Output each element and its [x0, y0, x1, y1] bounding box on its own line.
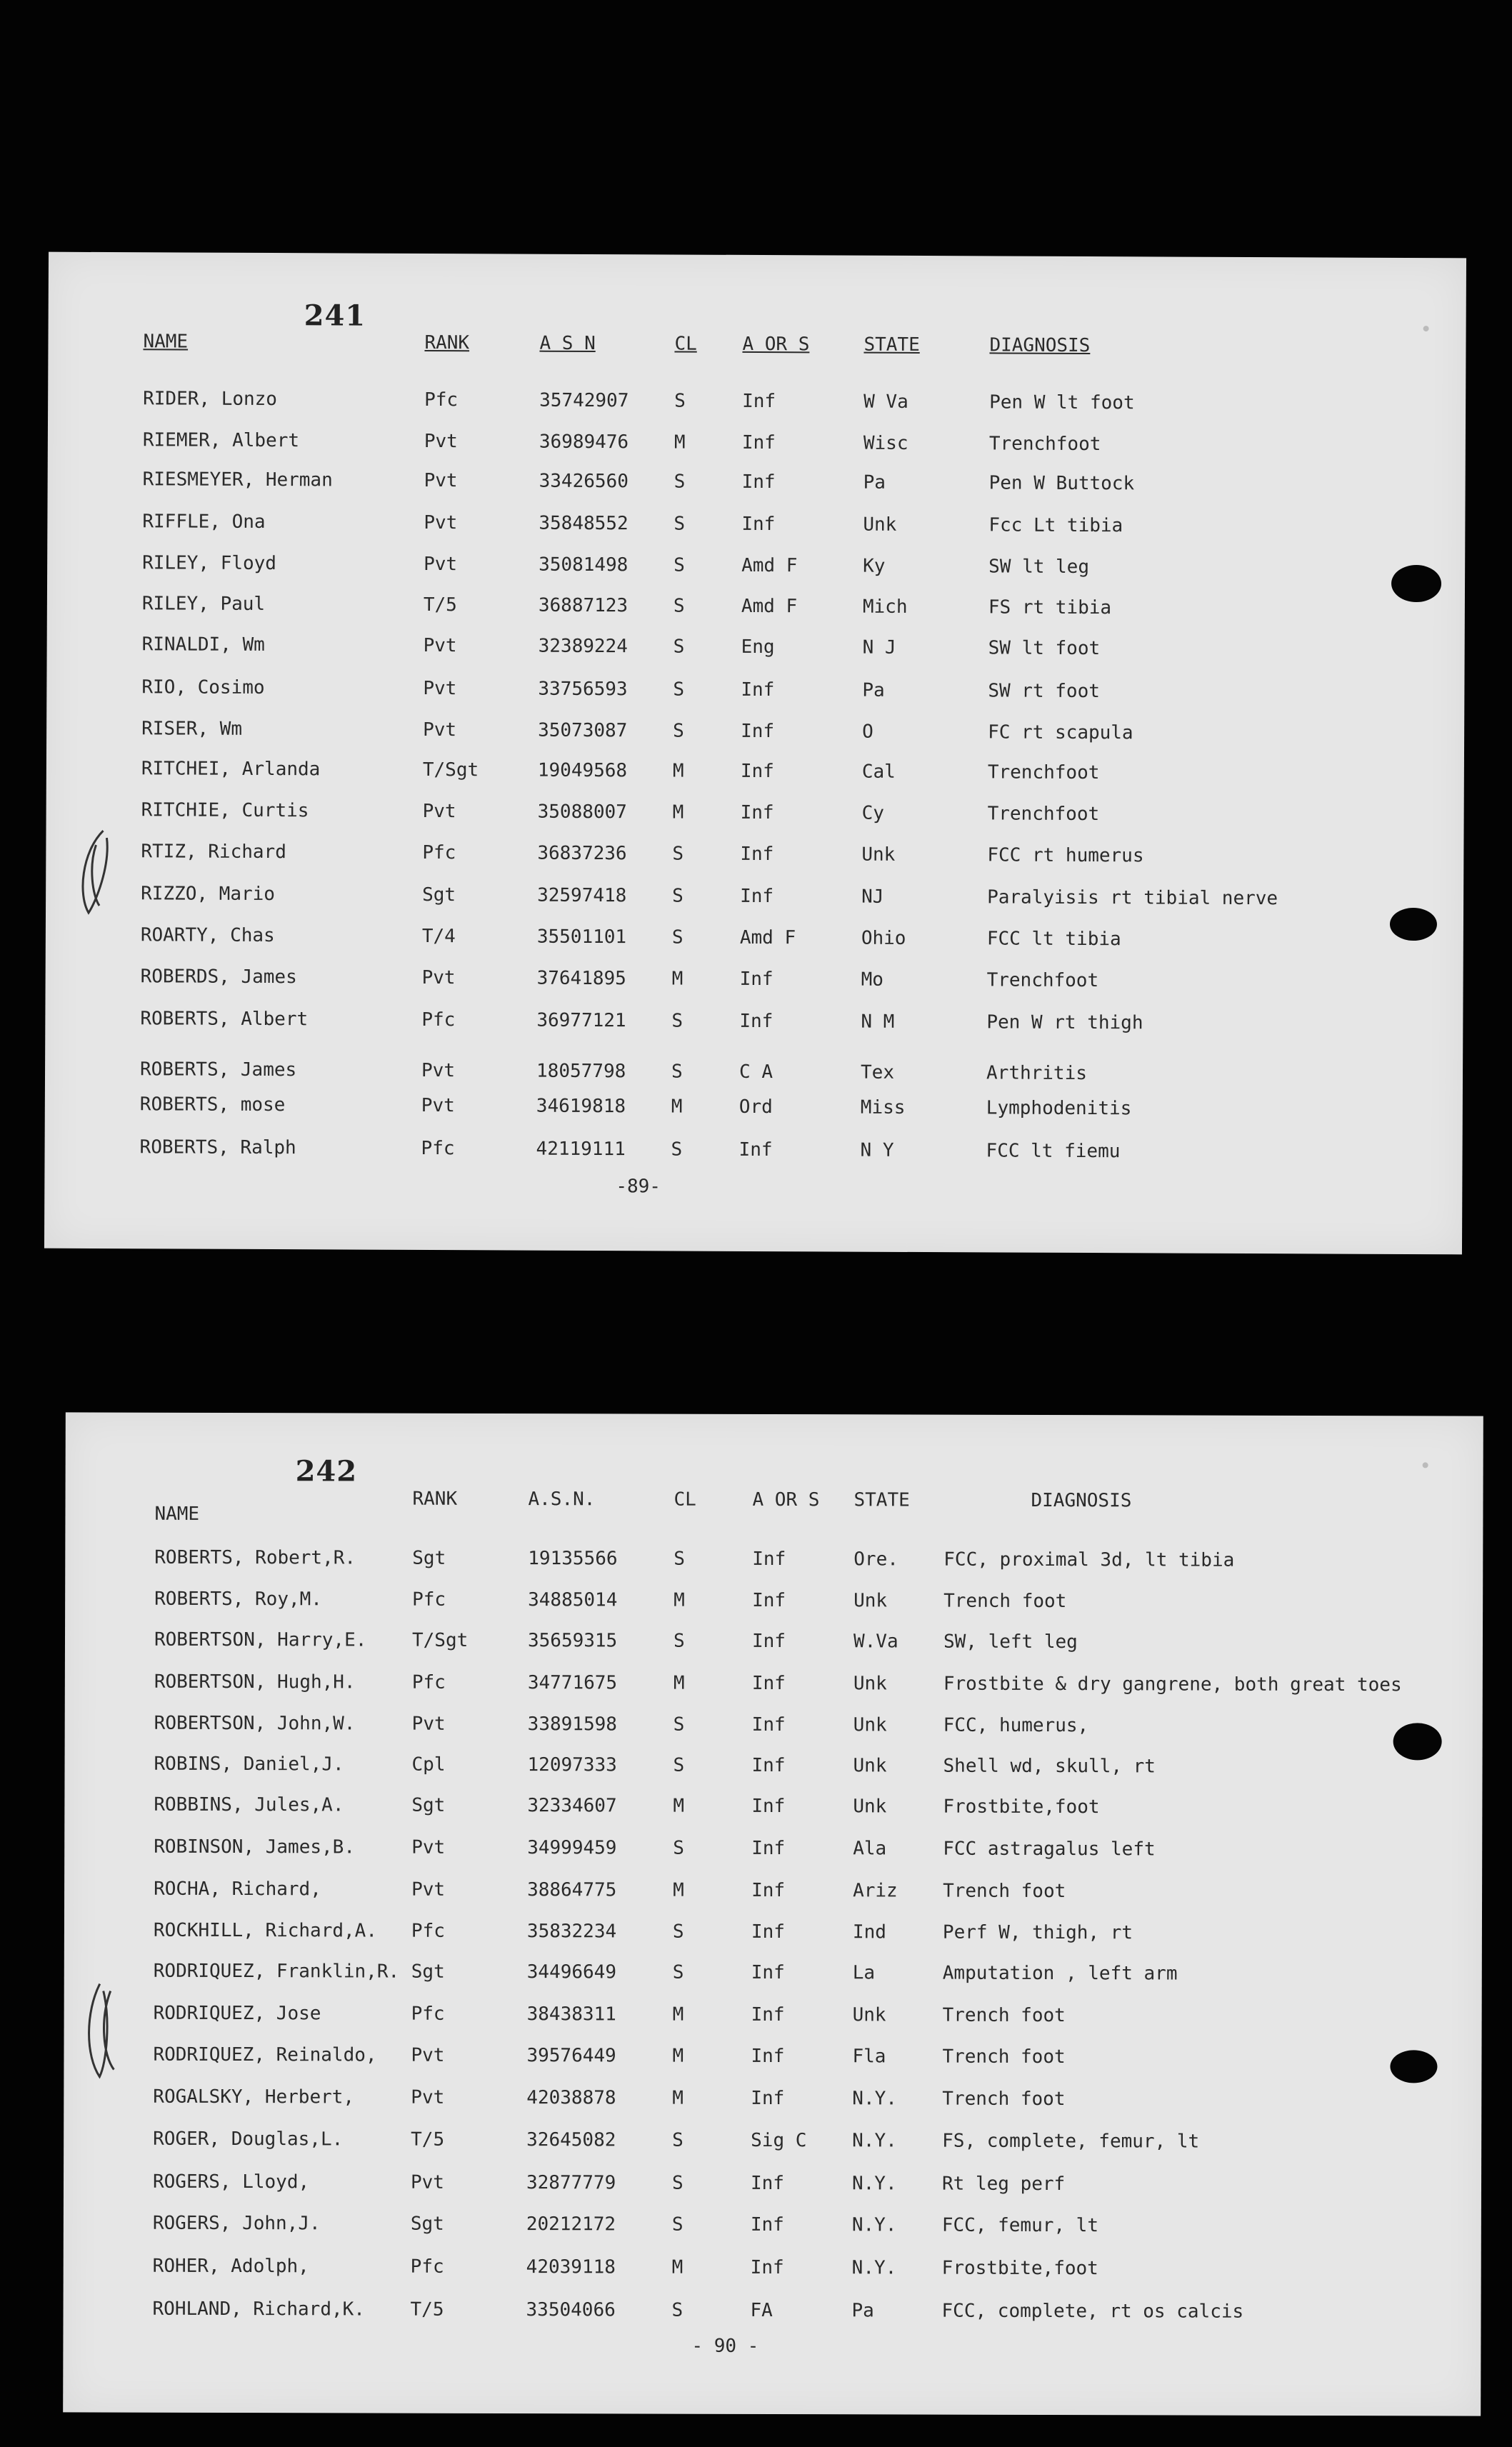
- cell-state: Unk: [852, 2004, 886, 2026]
- cell-cl: M: [672, 2003, 684, 2026]
- cell-diagnosis: Lymphodenitis: [986, 1097, 1132, 1120]
- cell-rank: T/5: [411, 2128, 445, 2151]
- cell-diagnosis: Arthritis: [986, 1062, 1088, 1085]
- cell-aors: FA: [750, 2299, 773, 2322]
- record-card-242: [63, 1412, 1483, 2416]
- cell-diagnosis: Trenchfoot: [986, 969, 1099, 992]
- cell-aors: C A: [739, 1061, 773, 1084]
- cell-cl: S: [673, 1713, 685, 1736]
- cell-diagnosis: Trenchfoot: [988, 433, 1101, 456]
- cell-aors: Inf: [751, 2003, 785, 2026]
- cell-diagnosis: FCC, proximal 3d, lt tibia: [943, 1548, 1235, 1571]
- header-rank: RANK: [424, 331, 470, 354]
- cell-cl: S: [672, 885, 684, 907]
- speck: [1423, 1462, 1428, 1468]
- cell-asn: 36977121: [536, 1009, 626, 1032]
- cell-name: RILEY, Paul: [141, 593, 266, 616]
- cell-state: Wisc: [863, 432, 908, 454]
- cell-diagnosis: FCC, humerus,: [943, 1714, 1089, 1737]
- cell-aors: Inf: [751, 1630, 786, 1653]
- cell-rank: Pfc: [411, 1920, 445, 1942]
- cell-name: RIEMER, Albert: [142, 429, 300, 452]
- cell-state: Ala: [853, 1838, 887, 1860]
- cell-diagnosis: Trench foot: [943, 1590, 1067, 1613]
- cell-name: ROBERTS, James: [139, 1059, 297, 1081]
- cell-cl: M: [672, 2087, 684, 2109]
- cell-rank: Pvt: [421, 966, 456, 989]
- cell-rank: T/5: [423, 594, 457, 616]
- cell-asn: 35088007: [537, 801, 627, 824]
- cell-aors: Inf: [741, 431, 776, 454]
- cell-diagnosis: SW lt leg: [988, 556, 1090, 579]
- cell-cl: M: [673, 1672, 685, 1694]
- cell-diagnosis: Pen W lt foot: [989, 391, 1135, 414]
- cell-state: Unk: [853, 1590, 888, 1612]
- cell-rank: Pvt: [424, 469, 458, 492]
- cell-rank: Pfc: [411, 2003, 445, 2025]
- cell-name: RISER, Wm: [141, 718, 243, 740]
- cell-cl: S: [674, 1548, 685, 1570]
- cell-name: ROGERS, John,J.: [152, 2212, 321, 2235]
- cell-aors: Inf: [739, 1139, 773, 1161]
- cell-asn: 19135566: [528, 1548, 618, 1570]
- cell-rank: Pvt: [422, 800, 456, 823]
- header-rank: RANK: [412, 1488, 458, 1510]
- card-number: 242: [295, 1454, 358, 1488]
- cell-state: N.Y.: [852, 2088, 897, 2110]
- cell-diagnosis: Fcc Lt tibia: [988, 514, 1123, 537]
- cell-state: N Y: [860, 1139, 894, 1161]
- cell-cl: S: [673, 595, 685, 617]
- cell-asn: 38438311: [526, 2003, 616, 2026]
- page-number: - 90 -: [691, 2335, 759, 2357]
- cell-aors: Inf: [751, 1795, 786, 1818]
- header-a-or-s: A OR S: [742, 333, 810, 356]
- cell-cl: S: [672, 1961, 684, 1983]
- cell-aors: Inf: [751, 1672, 786, 1695]
- cell-cl: S: [673, 720, 684, 742]
- cell-asn: 35848552: [539, 512, 629, 535]
- cell-name: ROBERDS, James: [140, 966, 297, 989]
- cell-state: O: [862, 721, 873, 743]
- cell-rank: Cpl: [411, 1753, 446, 1776]
- cell-state: N.Y.: [852, 2130, 897, 2152]
- cell-diagnosis: FCC astragalus left: [943, 1838, 1156, 1861]
- cell-state: Miss: [860, 1096, 906, 1119]
- cell-cl: S: [673, 679, 685, 701]
- cell-cl: S: [672, 1921, 684, 1943]
- cell-state: Cy: [861, 802, 885, 824]
- cell-asn: 36837236: [537, 842, 627, 865]
- cell-state: N.Y.: [851, 2214, 897, 2236]
- cell-name: ROGERS, Lloyd,: [152, 2171, 310, 2193]
- cell-rank: Pfc: [424, 389, 459, 411]
- cell-name: RODRIQUEZ, Reinaldo,: [153, 2043, 377, 2066]
- cell-aors: Sig C: [751, 2129, 807, 2152]
- cell-state: Unk: [853, 1714, 887, 1736]
- cell-asn: 36989476: [539, 431, 629, 454]
- cell-rank: Pfc: [410, 2256, 444, 2278]
- cell-aors: Inf: [751, 1921, 785, 1943]
- cell-diagnosis: Rt leg perf: [941, 2173, 1066, 2196]
- cell-cl: S: [671, 1061, 683, 1083]
- cell-rank: Pvt: [411, 1836, 446, 1858]
- cell-cl: M: [672, 801, 684, 824]
- card-number: 241: [304, 299, 366, 333]
- header-asn: A S N: [539, 332, 596, 355]
- cell-cl: S: [673, 636, 685, 658]
- cell-state: Ky: [863, 555, 886, 577]
- cell-state: N.Y.: [851, 2173, 897, 2195]
- cell-asn: 33891598: [527, 1713, 617, 1736]
- cell-state: Fla: [852, 2046, 886, 2068]
- cell-state: Ind: [852, 1921, 886, 1943]
- cell-aors: Inf: [751, 2087, 785, 2110]
- cell-asn: 42119111: [536, 1138, 626, 1161]
- header-name: NAME: [154, 1503, 200, 1525]
- cell-cl: S: [674, 390, 686, 412]
- cell-aors: Inf: [752, 1589, 786, 1612]
- cell-name: RIESMEYER, Herman: [142, 469, 333, 491]
- cell-state: Ariz: [853, 1880, 898, 1902]
- cell-diagnosis: Frostbite & dry gangrene, both great toes: [943, 1673, 1402, 1696]
- cell-aors: Inf: [741, 513, 776, 536]
- cell-state: Unk: [853, 1796, 887, 1818]
- cell-asn: 34619818: [536, 1095, 626, 1118]
- pencil-mark: [78, 1976, 128, 2083]
- cell-aors: Inf: [740, 801, 774, 824]
- cell-state: W.Va: [853, 1631, 898, 1653]
- cell-name: ROBERTS, Albert: [140, 1008, 309, 1031]
- cell-name: ROBERTSON, Hugh,H.: [154, 1671, 356, 1693]
- cell-cl: M: [671, 968, 684, 990]
- cell-diagnosis: FCC lt fiemu: [986, 1140, 1121, 1163]
- cell-rank: Pfc: [421, 1009, 456, 1031]
- cell-asn: 35081498: [539, 554, 629, 576]
- cell-cl: S: [674, 471, 686, 493]
- punch-hole-top: [1391, 565, 1441, 602]
- cell-rank: T/Sgt: [411, 1629, 469, 1651]
- cell-diagnosis: Frostbite,foot: [943, 1796, 1100, 1818]
- cell-aors: Inf: [750, 2256, 784, 2279]
- cell-cl: S: [671, 1010, 684, 1032]
- cell-diagnosis: FC rt scapula: [988, 721, 1133, 744]
- cell-cl: S: [672, 843, 684, 865]
- cell-asn: 33504066: [526, 2299, 616, 2321]
- cell-rank: Pvt: [423, 719, 457, 741]
- cell-asn: 35501101: [536, 926, 627, 949]
- cell-rank: Pfc: [412, 1588, 446, 1611]
- cell-diagnosis: FCC lt tibia: [986, 928, 1121, 951]
- cell-aors: Inf: [751, 1713, 786, 1736]
- cell-asn: 20212172: [526, 2213, 616, 2236]
- cell-diagnosis: Paralyisis rt tibial nerve: [987, 886, 1278, 910]
- cell-state: Unk: [863, 514, 897, 536]
- cell-asn: 19049568: [537, 759, 628, 782]
- cell-rank: Pvt: [424, 430, 458, 453]
- cell-diagnosis: Perf W, thigh, rt: [942, 1921, 1133, 1944]
- cell-rank: Pvt: [411, 1878, 446, 1901]
- cell-diagnosis: Shell wd, skull, rt: [943, 1755, 1156, 1778]
- cell-aors: Inf: [739, 968, 773, 991]
- cell-aors: Ord: [739, 1096, 773, 1119]
- header-state: STATE: [853, 1489, 910, 1511]
- cell-name: ROHLAND, Richard,K.: [152, 2298, 366, 2321]
- cell-aors: Eng: [741, 636, 775, 659]
- cell-name: ROCKHILL, Richard,A.: [153, 1919, 378, 1942]
- cell-rank: Pvt: [411, 2044, 445, 2066]
- cell-name: ROBERTS, Ralph: [139, 1136, 296, 1159]
- cell-asn: 32389224: [538, 635, 628, 658]
- cell-state: Unk: [861, 844, 896, 866]
- cell-rank: T/Sgt: [422, 759, 479, 781]
- cell-name: RITCHIE, Curtis: [141, 799, 309, 822]
- cell-asn: 33426560: [539, 470, 629, 493]
- cell-state: N J: [862, 636, 896, 659]
- page-number: -89-: [616, 1176, 661, 1198]
- cell-name: ROCHA, Richard,: [154, 1878, 321, 1901]
- cell-asn: 38864775: [527, 1879, 617, 1901]
- header-cl: CL: [674, 1488, 696, 1511]
- cell-aors: Inf: [751, 1837, 786, 1860]
- cell-state: NJ: [861, 886, 884, 908]
- cell-aors: Amd F: [739, 926, 796, 949]
- header-cl: CL: [674, 333, 697, 355]
- cell-cl: S: [674, 513, 686, 535]
- cell-asn: 32334607: [527, 1795, 617, 1817]
- cell-aors: Amd F: [741, 554, 798, 577]
- cell-cl: M: [673, 1879, 684, 1901]
- cell-aors: Inf: [742, 390, 776, 413]
- cell-state: Mo: [861, 969, 883, 991]
- cell-asn: 42038878: [526, 2087, 616, 2109]
- cell-name: RIO, Cosimo: [141, 676, 265, 699]
- cell-diagnosis: SW, left leg: [943, 1631, 1078, 1653]
- cell-asn: 32597418: [537, 884, 627, 907]
- punch-hole-bottom: [1390, 2050, 1437, 2083]
- cell-cl: M: [671, 1096, 683, 1118]
- cell-state: N.Y.: [851, 2257, 897, 2279]
- cell-name: RIDER, Lonzo: [143, 388, 278, 411]
- cell-asn: 34771675: [527, 1672, 618, 1694]
- cell-asn: 32877779: [526, 2172, 616, 2194]
- cell-diagnosis: Trench foot: [943, 1880, 1066, 1903]
- header-state: STATE: [863, 334, 920, 356]
- cell-rank: Sgt: [411, 1794, 446, 1816]
- cell-name: ROBERTS, Robert,R.: [154, 1546, 356, 1569]
- cell-rank: Pvt: [411, 2086, 445, 2108]
- cell-cl: S: [671, 2213, 684, 2236]
- cell-cl: S: [674, 554, 685, 576]
- cell-rank: Sgt: [411, 1961, 445, 1983]
- cell-asn: 35832234: [526, 1921, 617, 1943]
- cell-asn: 37641895: [536, 967, 626, 990]
- cell-diagnosis: Trench foot: [942, 2046, 1066, 2068]
- cell-diagnosis: Frostbite,foot: [941, 2257, 1098, 2280]
- cell-cl: S: [673, 1754, 685, 1776]
- cell-diagnosis: FCC, femur, lt: [941, 2214, 1099, 2237]
- cell-aors: Inf: [751, 1754, 786, 1777]
- cell-cl: M: [671, 2256, 684, 2278]
- cell-cl: S: [671, 2172, 684, 2194]
- cell-rank: T/5: [410, 2298, 444, 2321]
- cell-asn: 18057798: [536, 1060, 626, 1083]
- cell-asn: 42039118: [526, 2256, 616, 2278]
- cell-state: Pa: [862, 679, 885, 701]
- cell-rank: Pfc: [421, 1137, 455, 1160]
- cell-state: Pa: [851, 2300, 874, 2322]
- cell-rank: Pvt: [410, 2171, 445, 2193]
- cell-aors: Inf: [740, 760, 774, 783]
- cell-state: N M: [861, 1011, 895, 1033]
- cell-aors: Inf: [741, 679, 775, 701]
- cell-asn: 35659315: [527, 1630, 618, 1652]
- cell-name: RIZZO, Mario: [141, 883, 276, 906]
- cell-state: Cal: [861, 761, 896, 783]
- cell-name: RODRIQUEZ, Franklin,R.: [153, 1960, 400, 1983]
- speck: [1423, 326, 1429, 331]
- cell-diagnosis: Trench foot: [942, 2088, 1066, 2111]
- cell-cl: M: [674, 431, 686, 454]
- cell-rank: Pvt: [423, 634, 457, 657]
- cell-diagnosis: FS rt tibia: [988, 596, 1112, 619]
- cell-rank: Sgt: [412, 1547, 446, 1569]
- cell-state: Mich: [862, 596, 908, 618]
- cell-rank: Pvt: [421, 1094, 455, 1117]
- punch-hole-top: [1393, 1723, 1442, 1760]
- cell-state: Tex: [860, 1061, 895, 1084]
- cell-name: RINALDI, Wm: [141, 634, 265, 656]
- cell-state: Ore.: [853, 1548, 898, 1571]
- cell-rank: T/4: [421, 925, 456, 948]
- pencil-mark: [74, 824, 125, 924]
- cell-rank: Pvt: [424, 553, 458, 576]
- cell-asn: 34885014: [528, 1589, 618, 1611]
- cell-aors: Amd F: [741, 595, 798, 618]
- cell-cl: S: [673, 1630, 685, 1652]
- cell-asn: 35742907: [539, 389, 629, 412]
- cell-diagnosis: SW rt foot: [988, 680, 1100, 703]
- cell-rank: Pvt: [424, 511, 458, 534]
- cell-state: Unk: [853, 1755, 887, 1777]
- cell-name: ROBBINS, Jules,A.: [154, 1793, 344, 1816]
- cell-name: ROBINSON, James,B.: [154, 1836, 356, 1858]
- cell-asn: 36887123: [538, 594, 629, 617]
- cell-asn: 32645082: [526, 2129, 616, 2151]
- cell-name: ROBERTS, Roy,M.: [154, 1588, 323, 1611]
- punch-hole-bottom: [1390, 908, 1437, 941]
- cell-cl: S: [671, 926, 684, 949]
- cell-asn: 33756593: [538, 678, 628, 701]
- cell-aors: Inf: [750, 2172, 785, 2195]
- cell-rank: Sgt: [422, 884, 456, 906]
- header-name: NAME: [143, 331, 189, 353]
- cell-name: ROBERTSON, Harry,E.: [154, 1628, 367, 1651]
- cell-rank: Sgt: [410, 2213, 444, 2235]
- cell-diagnosis: Pen W rt thigh: [986, 1011, 1143, 1034]
- cell-aors: Inf: [750, 2213, 784, 2236]
- cell-diagnosis: FCC, complete, rt os calcis: [941, 2300, 1244, 2323]
- cell-name: ROHER, Adolph,: [152, 2255, 309, 2278]
- cell-cl: S: [673, 1837, 684, 1859]
- cell-rank: Pvt: [421, 1059, 456, 1082]
- cell-rank: Pvt: [411, 1713, 446, 1735]
- header-diagnosis: DIAGNOSIS: [989, 334, 1091, 357]
- cell-diagnosis: FS, complete, femur, lt: [942, 2130, 1200, 2153]
- cell-cl: M: [672, 760, 684, 782]
- cell-rank: Pfc: [411, 1671, 446, 1693]
- cell-diagnosis: Trench foot: [942, 2004, 1066, 2027]
- cell-cl: M: [674, 1589, 685, 1611]
- cell-name: RTIZ, Richard: [141, 841, 286, 864]
- header-asn: A.S.N.: [528, 1488, 596, 1511]
- cell-asn: 34999459: [527, 1837, 617, 1859]
- cell-rank: Pvt: [423, 677, 457, 700]
- cell-state: La: [852, 1962, 876, 1984]
- cell-diagnosis: FCC rt humerus: [987, 844, 1144, 867]
- cell-name: RODRIQUEZ, Jose: [153, 2002, 321, 2025]
- cell-state: Ohio: [861, 927, 906, 949]
- cell-name: ROBERTS, mose: [139, 1094, 286, 1116]
- cell-name: RITCHEI, Arlanda: [141, 758, 321, 781]
- cell-diagnosis: Trenchfoot: [987, 761, 1100, 784]
- cell-aors: Inf: [741, 720, 775, 743]
- cell-cl: M: [672, 2045, 684, 2067]
- header-diagnosis: DIAGNOSIS: [1031, 1489, 1132, 1512]
- cell-diagnosis: Amputation , left arm: [942, 1962, 1178, 1985]
- cell-name: ROGALSKY, Herbert,: [153, 2086, 355, 2108]
- cell-state: W Va: [863, 391, 908, 413]
- cell-name: ROARTY, Chas: [140, 924, 275, 947]
- cell-state: Pa: [863, 471, 886, 494]
- cell-name: ROBINS, Daniel,J.: [154, 1753, 344, 1776]
- cell-diagnosis: SW lt foot: [988, 637, 1101, 660]
- cell-asn: 35073087: [538, 719, 628, 742]
- cell-aors: Inf: [751, 1879, 786, 1902]
- cell-aors: Inf: [740, 885, 774, 908]
- cell-cl: S: [671, 1139, 683, 1161]
- cell-name: RIFFLE, Ona: [142, 511, 266, 534]
- cell-name: ROBERTSON, John,W.: [154, 1712, 356, 1735]
- cell-diagnosis: Trenchfoot: [987, 803, 1100, 826]
- cell-aors: Inf: [751, 2045, 785, 2068]
- cell-aors: Inf: [741, 471, 776, 494]
- cell-state: Unk: [853, 1673, 887, 1695]
- cell-name: ROGER, Douglas,L.: [153, 2128, 344, 2151]
- cell-asn: 39576449: [526, 2045, 616, 2067]
- cell-diagnosis: Pen W Buttock: [988, 472, 1135, 495]
- cell-cl: S: [672, 2129, 684, 2151]
- cell-aors: Inf: [740, 843, 774, 866]
- cell-asn: 34496649: [526, 1961, 617, 1983]
- cell-aors: Inf: [752, 1548, 786, 1571]
- cell-cl: M: [673, 1795, 685, 1817]
- header-a-or-s: A OR S: [752, 1488, 820, 1511]
- cell-cl: S: [671, 2299, 684, 2321]
- record-card-241: [44, 252, 1466, 1255]
- cell-rank: Pfc: [422, 841, 456, 864]
- cell-aors: Inf: [739, 1010, 773, 1033]
- cell-name: RILEY, Floyd: [142, 552, 277, 575]
- cell-aors: Inf: [751, 1961, 785, 1984]
- cell-asn: 12097333: [527, 1754, 617, 1776]
